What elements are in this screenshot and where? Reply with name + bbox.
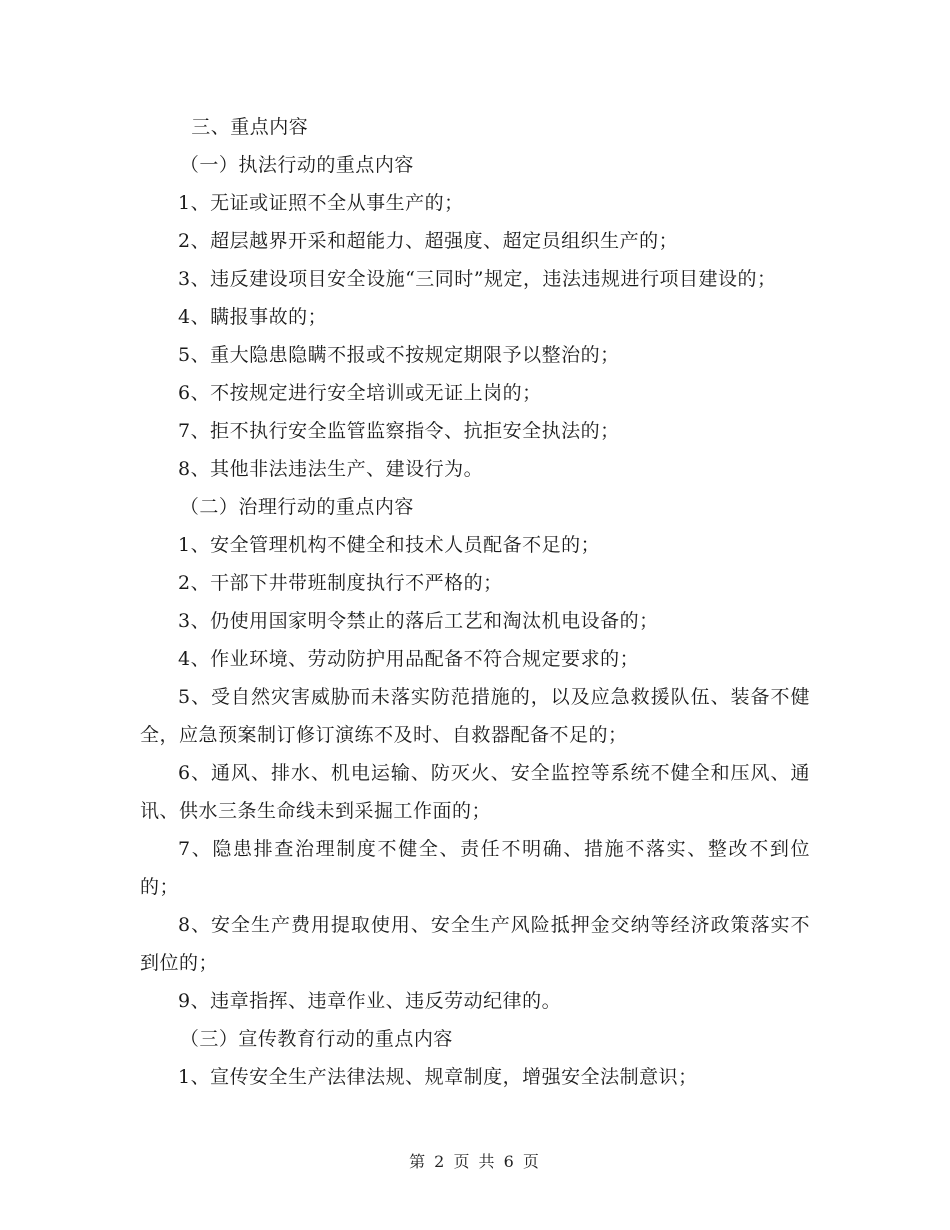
list-item: 9、违章指挥、违章作业、违反劳动纪律的。 (178, 990, 562, 1012)
document-body (140, 108, 810, 1096)
list-item: 2、干部下井带班制度执行不严格的； (178, 572, 503, 594)
list-item: 1、宣传安全生产法律法规、规章制度，增强安全法制意识； (178, 1066, 698, 1088)
list-item: 5、受自然灾害威胁而未落实防范措施的，以及应急救援队伍、装备不健全，应急预案制订修订演练不及时、自救器配备不足的； (140, 686, 810, 746)
list-item: 4、瞒报事故的； (178, 306, 328, 328)
subsection-title-3: （三）宣传教育行动的重点内容 (179, 1028, 453, 1050)
list-item: 3、违反建设项目安全设施“三同时”规定，违法违规进行项目建设的； (178, 268, 777, 290)
list-item: 1、安全管理机构不健全和技术人员配备不足的； (178, 534, 601, 556)
list-item: 1、无证或证照不全从事生产的； (178, 192, 464, 214)
subsection-title-1: （一）执法行动的重点内容 (179, 154, 414, 176)
list-item: 4、作业环境、劳动防护用品配备不符合规定要求的； (178, 648, 640, 670)
list-item: 6、通风、排水、机电运输、防灭火、安全监控等系统不健全和压风、通讯、供水三条生命线未到采掘工作面的； (140, 762, 810, 822)
list-item: 6、不按规定进行安全培训或无证上岗的； (178, 382, 542, 404)
page-number-footer: 第 2 页 共 6 页 (409, 1152, 541, 1171)
list-item: 8、安全生产费用提取使用、安全生产风险抵押金交纳等经济政策落实不到位的； (140, 914, 810, 974)
list-item: 8、其他非法违法生产、建设行为。 (178, 458, 484, 480)
list-item: 7、隐患排查治理制度不健全、责任不明确、措施不落实、整改不到位的； (140, 838, 810, 898)
list-item: 7、拒不执行安全监管监察指令、抗拒安全执法的； (178, 420, 620, 442)
subsection-title-2: （二）治理行动的重点内容 (179, 496, 414, 518)
list-item: 2、超层越界开采和超能力、超强度、超定员组织生产的； (178, 230, 679, 252)
section-title: 三、重点内容 (191, 116, 309, 138)
list-item: 5、重大隐患隐瞒不报或不按规定期限予以整治的； (178, 344, 620, 366)
list-item: 3、仍使用国家明令禁止的落后工艺和淘汰机电设备的； (178, 610, 659, 632)
